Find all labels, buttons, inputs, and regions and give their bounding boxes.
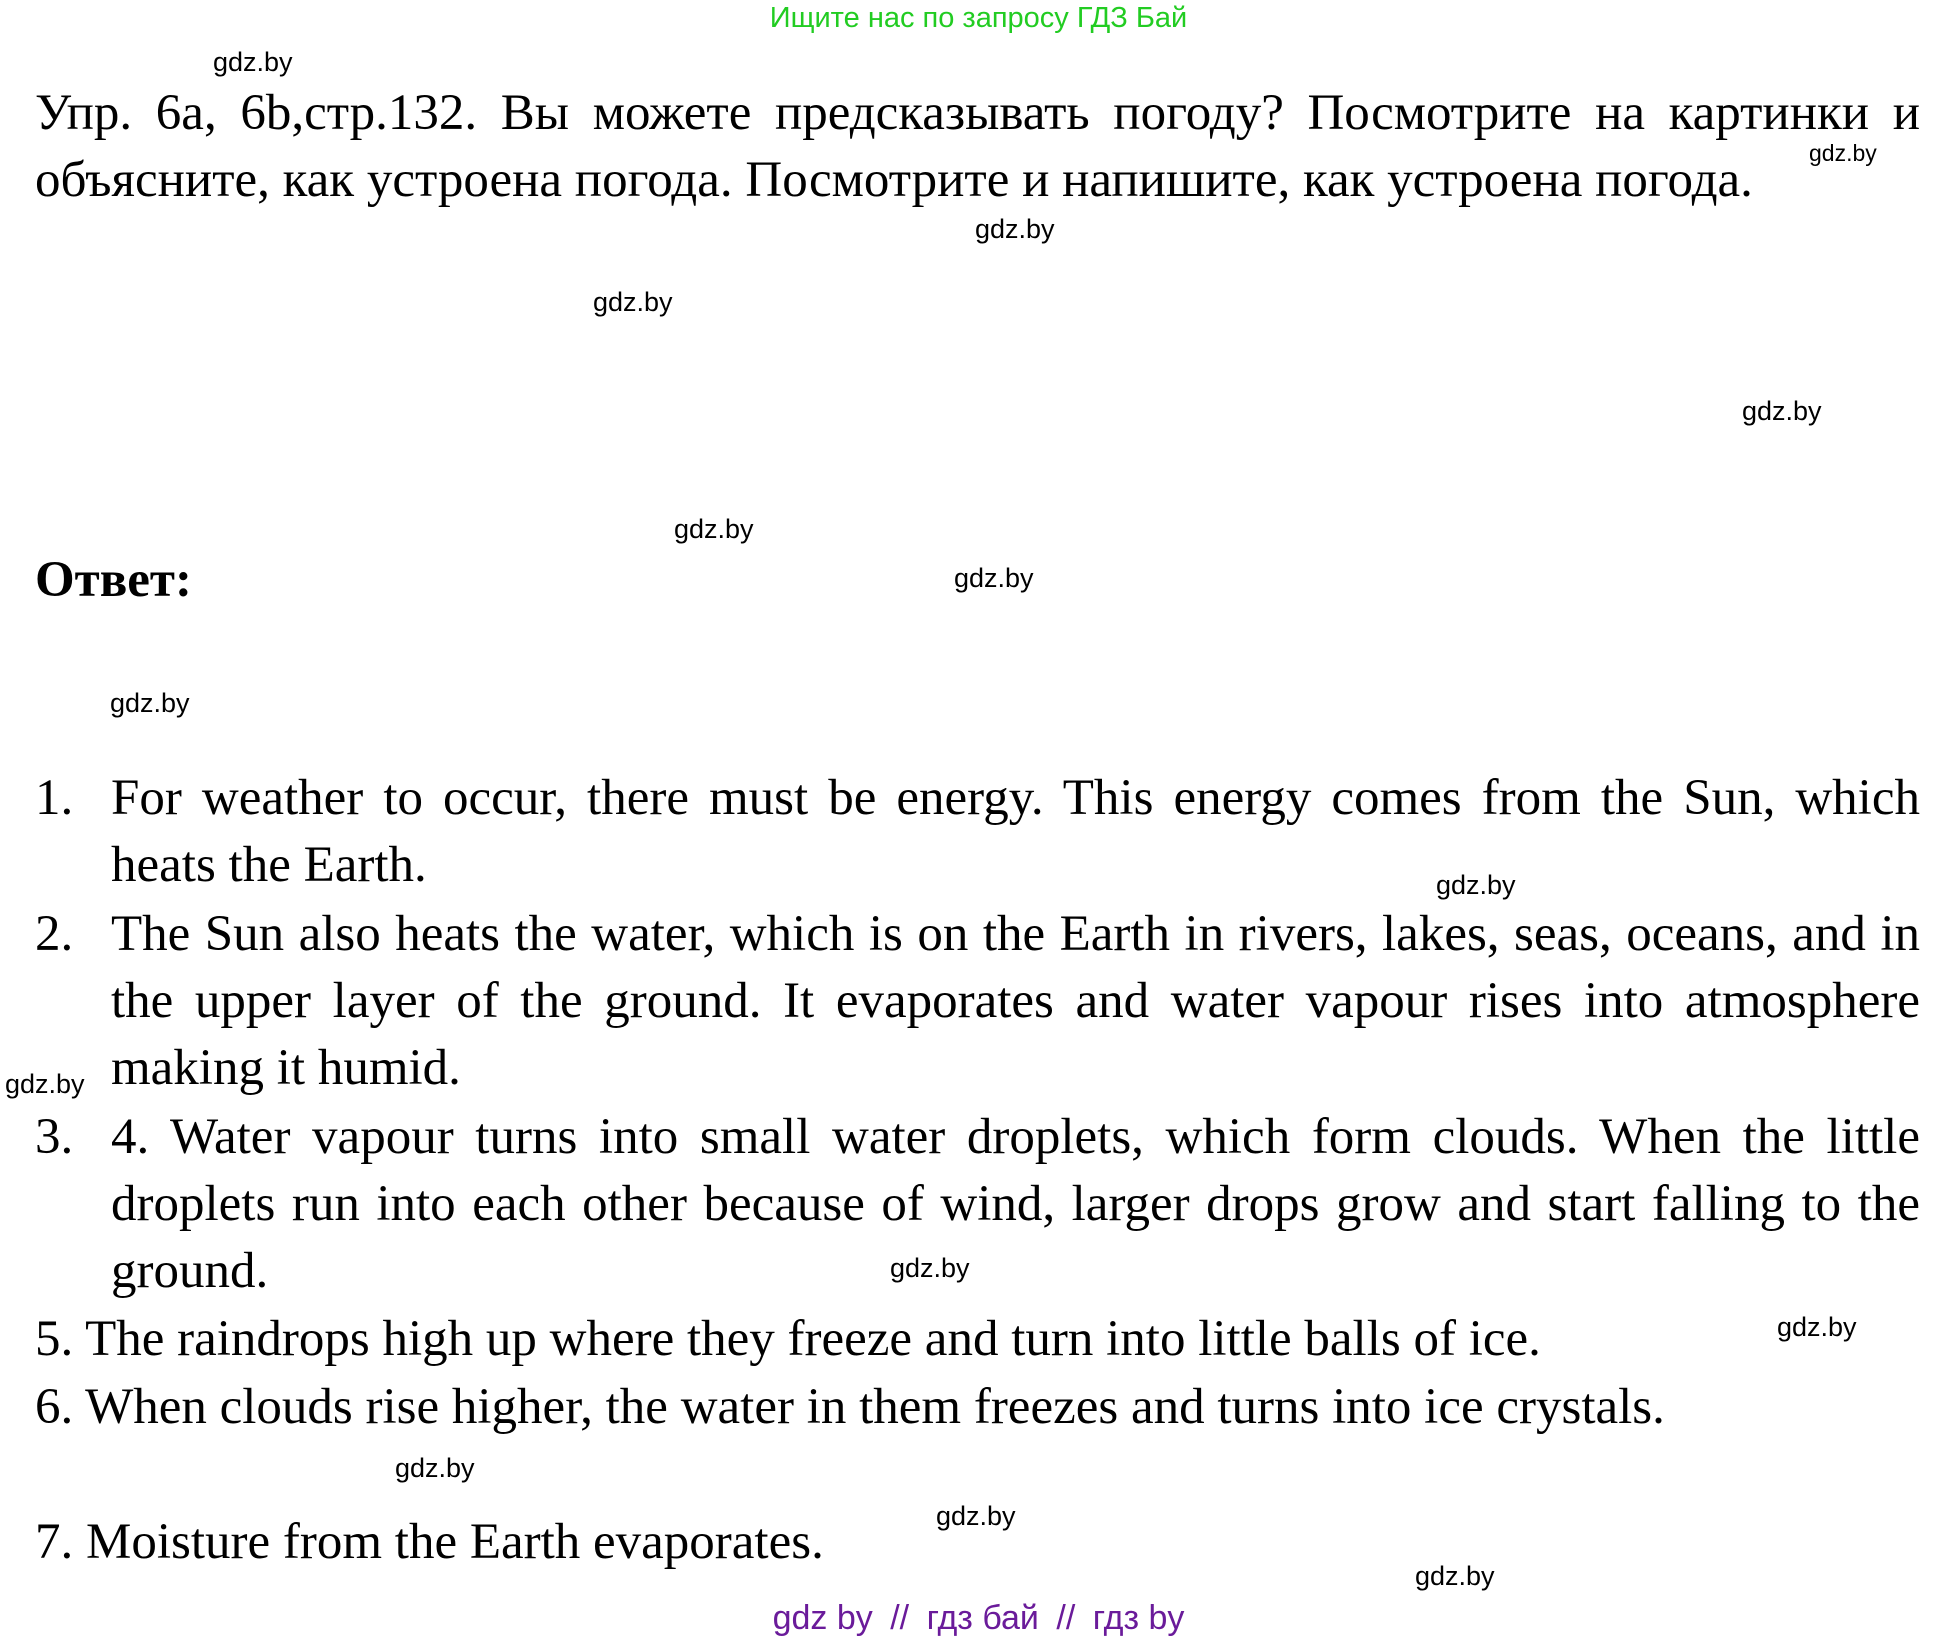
watermark: gdz.by [975,214,1055,244]
watermark: gdz.by [890,1253,970,1283]
footer-links [0,1598,1957,1638]
watermark: gdz.by [5,1069,85,1099]
answer-text: For weather to occur, there must be energy. This energy comes from the Sun, which heats the Earth. [111,770,1920,893]
watermark: gdz.by [593,287,673,317]
answer-number: 3. [35,1109,74,1165]
answer-item-5: 5. The raindrops high up where they freeze and turn into little balls of ice. [35,1311,1541,1367]
watermark: gdz.by [110,688,190,718]
answer-text: 4. Water vapour turns into small water droplets, which form clouds. When the little droplets run into each other because of wind, larger drops grow and start falling to the ground. [111,1109,1920,1299]
watermark: gdz.by [936,1501,1016,1531]
footer-separator: // [890,1599,910,1637]
watermark: gdz.by [213,47,293,77]
watermark: gdz.by [1415,1561,1495,1591]
watermark: gdz.by [1436,870,1516,900]
watermark: gdz.by [674,514,754,544]
task-text: Упр. 6a, 6b,стр.132. Вы можете предсказывать погоду? Посмотрите на картинки и объясните, как устроена погода. Посмотрите и напишите, как устроена погода. [35,85,1920,208]
footer-separator: // [1056,1599,1076,1637]
footer-link-gdz-bai[interactable]: гдз бай [926,1599,1039,1637]
watermark: gdz.by [1809,140,1877,166]
search-banner: Ищите нас по запросу ГДЗ Бай [769,2,1188,34]
footer-link-gdz-by-cyr[interactable]: гдз by [1092,1599,1185,1637]
answer-item-6: 6. When clouds rise higher, the water in them freezes and turns into ice crystals. [35,1379,1665,1435]
answer-number: 1. [35,770,74,826]
watermark: gdz.by [395,1453,475,1483]
watermark: gdz.by [1742,396,1822,426]
watermark: gdz.by [954,563,1034,593]
answer-number: 2. [35,906,74,962]
watermark: gdz.by [1777,1312,1857,1342]
footer-link-gdz-by[interactable]: gdz by [772,1599,873,1637]
answer-label: Ответ: [35,552,192,608]
answer-text: The Sun also heats the water, which is on the Earth in rivers, lakes, seas, oceans, and in the upper layer of the ground. It evaporates and water vapour rises into atmosphere making it humid. [111,906,1920,1096]
answer-item-3 [35,1104,1920,1305]
answer-item-2 [35,901,1920,1102]
answer-item-1 [35,765,1920,899]
answer-item-7: 7. Moisture from the Earth evaporates. [35,1514,824,1570]
